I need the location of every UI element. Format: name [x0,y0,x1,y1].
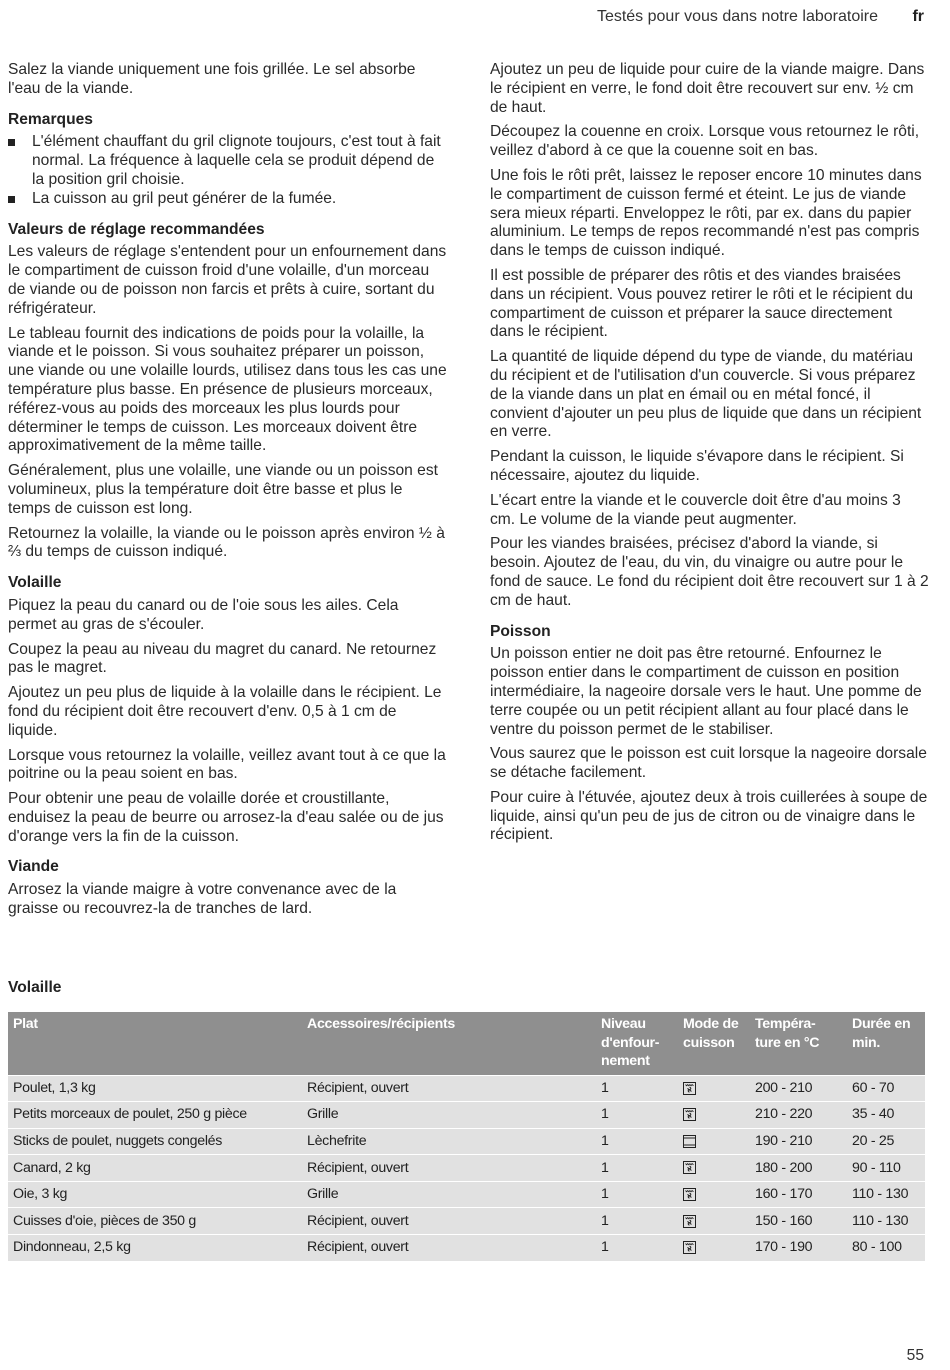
level-cell: 1 [596,1128,678,1155]
table-body [8,1075,925,1261]
header-level [596,1012,678,1075]
remark-item [8,133,448,189]
table-row [8,1075,925,1102]
level-cell: 1 [596,1181,678,1208]
settings-paragraph: Généralement, plus une volaille, une viande ou un poisson est volumineux, plus la température doit être basse et plus le temps de cuisson est long. [8,462,438,517]
meat-paragraph: Ajoutez un peu de liquide pour cuire de la viande maigre. Dans le récipient en verre, le fond doit être recouvert sur env. ½ cm de haut. [490,61,925,116]
table-row [8,1235,925,1261]
fish-paragraph: Un poisson entier ne doit pas être retourné. Enfournez le poisson entier dans le compartiment de cuisson en position intermédiaire, la nageoire dorsale vers le haut. Une pomme de terre coupée ou un petit récipient allant au four placé dans le ventre du poisson permet de le stabiliser. [490,645,922,738]
header-temperature [750,1012,847,1075]
level-cell: 1 [596,1235,678,1261]
fish-heading: Poisson [490,622,551,640]
remark-text: L'élément chauffant du gril clignote toujours, c'est tout à fait normal. La fréquence à laquelle cela se produit dépend de la position gril choisie. [32,133,441,188]
table-row [8,1181,925,1208]
poultry-paragraph: Coupez la peau au niveau du magret du canard. Ne retournez pas le magret. [8,640,437,677]
mode-cell [678,1235,750,1261]
right-column [490,61,930,851]
meat-heading: Viande [8,858,59,876]
grill-fan-icon [683,1239,696,1255]
dish-cell: Sticks de poulet, nuggets congelés [8,1128,302,1155]
table-row [8,1208,925,1235]
meat-paragraph: L'écart entre la viande et le couvercle doit être d'au moins 3 cm. Le volume de la viande peut augmenter. [490,491,901,528]
header-title: Testés pour vous dans notre laboratoire [596,8,878,25]
temperature-cell: 180 - 200 [750,1155,847,1182]
mode-cell [678,1075,750,1102]
page-header [0,6,950,28]
settings-paragraph: Les valeurs de réglage s'entendent pour un enfournement dans le compartiment de cuisson froid d'une volaille, d'un morceau de viande ou de poisson non farcis et prêts à cuire, sortant du réfrigérateur. [8,243,447,317]
duration-cell: 20 - 25 [847,1128,925,1155]
meat-paragraph: La quantité de liquide dépend du type de viande, du matériau du récipient et de l'utilisation d'un couvercle. Si vous préparez de la viande dans un plat en émail ou en métal foncé, il convient d'ajouter un peu plus de liquide que dans un récipient en verre. [490,348,922,441]
header-accessories [302,1012,596,1075]
accessory-cell: Récipient, ouvert [302,1208,596,1235]
temperature-cell: 160 - 170 [750,1181,847,1208]
accessory-cell: Grille [302,1102,596,1129]
poultry-paragraph: Ajoutez un peu plus de liquide à la volaille dans le récipient. Le fond du récipient doit être recouvert d'env. 0,5 à 1 cm de liquide. [8,684,442,739]
accessory-cell: Récipient, ouvert [302,1075,596,1102]
dish-cell: Dindonneau, 2,5 kg [8,1235,302,1261]
meat-paragraph: Découpez la couenne en croix. Lorsque vous retournez le rôti, veillez d'abord à ce que la couenne soit en bas. [490,123,920,160]
page-number: 55 [906,1347,924,1364]
fish-paragraph: Pour cuire à l'étuvée, ajoutez deux à trois cuillerées à soupe de liquide, ainsi qu'un peu de jus de citron ou de vinaigre dans le récipient. [490,788,928,844]
table-title: Volaille [8,979,62,996]
duration-cell: 110 - 130 [847,1181,925,1208]
poultry-paragraph: Piquez la peau du canard ou de l'oie sous les ailes. Cela permet au gras de s'écouler. [8,596,399,633]
header-dish [8,1012,302,1075]
remark-item [8,190,448,209]
square-bullet-icon [8,196,15,203]
accessory-cell: Récipient, ouvert [302,1155,596,1182]
mode-cell [678,1128,750,1155]
mode-cell [678,1181,750,1208]
level-cell: 1 [596,1075,678,1102]
left-column [8,61,448,925]
table-row [8,1155,925,1182]
square-bullet-icon [8,139,15,146]
poultry-paragraph: Lorsque vous retournez la volaille, veillez avant tout à ce que la poitrine ou la peau soient en bas. [8,746,446,783]
header-accessories-text: Accessoires/récipients [307,1016,455,1032]
dish-cell: Petits morceaux de poulet, 250 g pièce [8,1102,302,1129]
mode-cell [678,1155,750,1182]
header-mode [678,1012,750,1075]
level-cell: 1 [596,1102,678,1129]
settings-paragraph: Retournez la volaille, la viande ou le poisson après environ ½ à ⅔ du temps de cuisson indiqué. [8,524,445,561]
accessory-cell: Récipient, ouvert [302,1235,596,1261]
header-level-text: Niveau d'enfour- nement [601,1016,660,1069]
temperature-cell: 200 - 210 [750,1075,847,1102]
accessory-cell: Grille [302,1181,596,1208]
table-row [8,1102,925,1129]
poultry-heading: Volaille [8,574,62,592]
grill-fan-icon [683,1160,696,1176]
duration-cell: 35 - 40 [847,1102,925,1129]
temperature-cell: 170 - 190 [750,1235,847,1261]
temperature-cell: 150 - 160 [750,1208,847,1235]
dish-cell: Cuisses d'oie, pièces de 350 g [8,1208,302,1235]
grill-fan-icon [683,1213,696,1229]
temperature-cell: 210 - 220 [750,1102,847,1129]
meat-paragraph: Pendant la cuisson, le liquide s'évapore dans le récipient. Si nécessaire, ajoutez du liquide. [490,448,904,484]
dish-cell: Canard, 2 kg [8,1155,302,1182]
header-duration-text: Durée en min. [852,1016,911,1051]
mode-cell [678,1208,750,1235]
remarks-heading: Remarques [8,110,93,128]
meat-paragraph: Il est possible de préparer des rôtis et des viandes braisées dans un récipient. Vous pouvez retirer le rôti et le récipient du compartiment de cuisson et préparer la sauce directement dans le récipient. [490,266,914,341]
remark-text: La cuisson au gril peut générer de la fumée. [32,189,337,207]
duration-cell: 110 - 130 [847,1208,925,1235]
settings-heading: Valeurs de réglage recommandées [8,220,265,238]
accessory-cell: Lèchefrite [302,1128,596,1155]
top-bottom-heat-icon [683,1133,696,1149]
remarks-list [8,133,448,208]
duration-cell: 60 - 70 [847,1075,925,1102]
header-duration [847,1012,925,1075]
level-cell: 1 [596,1155,678,1182]
dish-cell: Oie, 3 kg [8,1181,302,1208]
meat-paragraph: Pour les viandes braisées, précisez d'abord la viande, si besoin. Ajoutez de l'eau, du vin, du vinaigre ou autre pour le fond de sauce. Le fond du récipient doit être recouvert sur 1 à 2 cm de haut. [490,535,929,609]
table-row [8,1128,925,1155]
fish-paragraph: Vous saurez que le poisson est cuit lorsque la nageoire dorsale se détache facilement. [490,745,927,782]
level-cell: 1 [596,1208,678,1235]
grill-fan-icon [683,1186,696,1202]
poultry-table [8,1012,925,1261]
header-dish-text: Plat [13,1016,38,1032]
grill-fan-icon [683,1106,696,1122]
header-mode-text: Mode de cuisson [683,1016,739,1051]
grill-fan-icon [683,1080,696,1096]
header-temperature-text: Tempéra- ture en °C [755,1016,820,1051]
meat-paragraph: Arrosez la viande maigre à votre convenance avec de la graisse ou recouvrez-la de tranches de lard. [8,881,397,918]
duration-cell: 90 - 110 [847,1155,925,1182]
temperature-cell: 190 - 210 [750,1128,847,1155]
duration-cell: 80 - 100 [847,1235,925,1261]
dish-cell: Poulet, 1,3 kg [8,1075,302,1102]
table-header-row [8,1012,925,1075]
meat-paragraph: Une fois le rôti prêt, laissez le reposer encore 10 minutes dans le compartiment de cuisson fermé et éteint. Le jus de viande sera mieux réparti. Enveloppez le rôti, par ex. dans du papier aluminium. Le temps de repos recommandé n'est pas compris dans le temps de cuisson indiqué. [490,166,922,260]
settings-paragraph: Le tableau fournit des indications de poids pour la volaille, la viande et le poisson. Si vous souhaitez préparer un poisson, une viande ou une volaille lourds, utilisez dans tous les cas une température plus basse. En présence de plusieurs morceaux, référez-vous au poids des morceaux les plus lourds pour déterminer le temps de cuisson. Les morceaux doivent être approximativement de la même taille. [8,324,447,455]
intro-paragraph: Salez la viande uniquement une fois grillée. Le sel absorbe l'eau de la viande. [8,61,416,97]
poultry-paragraph: Pour obtenir une peau de volaille dorée et croustillante, enduisez la peau de beurre ou arrosez-la d'eau salée ou de jus d'orange vers la fin de la cuisson. [8,790,444,845]
header-language: fr [912,8,924,25]
mode-cell [678,1102,750,1129]
